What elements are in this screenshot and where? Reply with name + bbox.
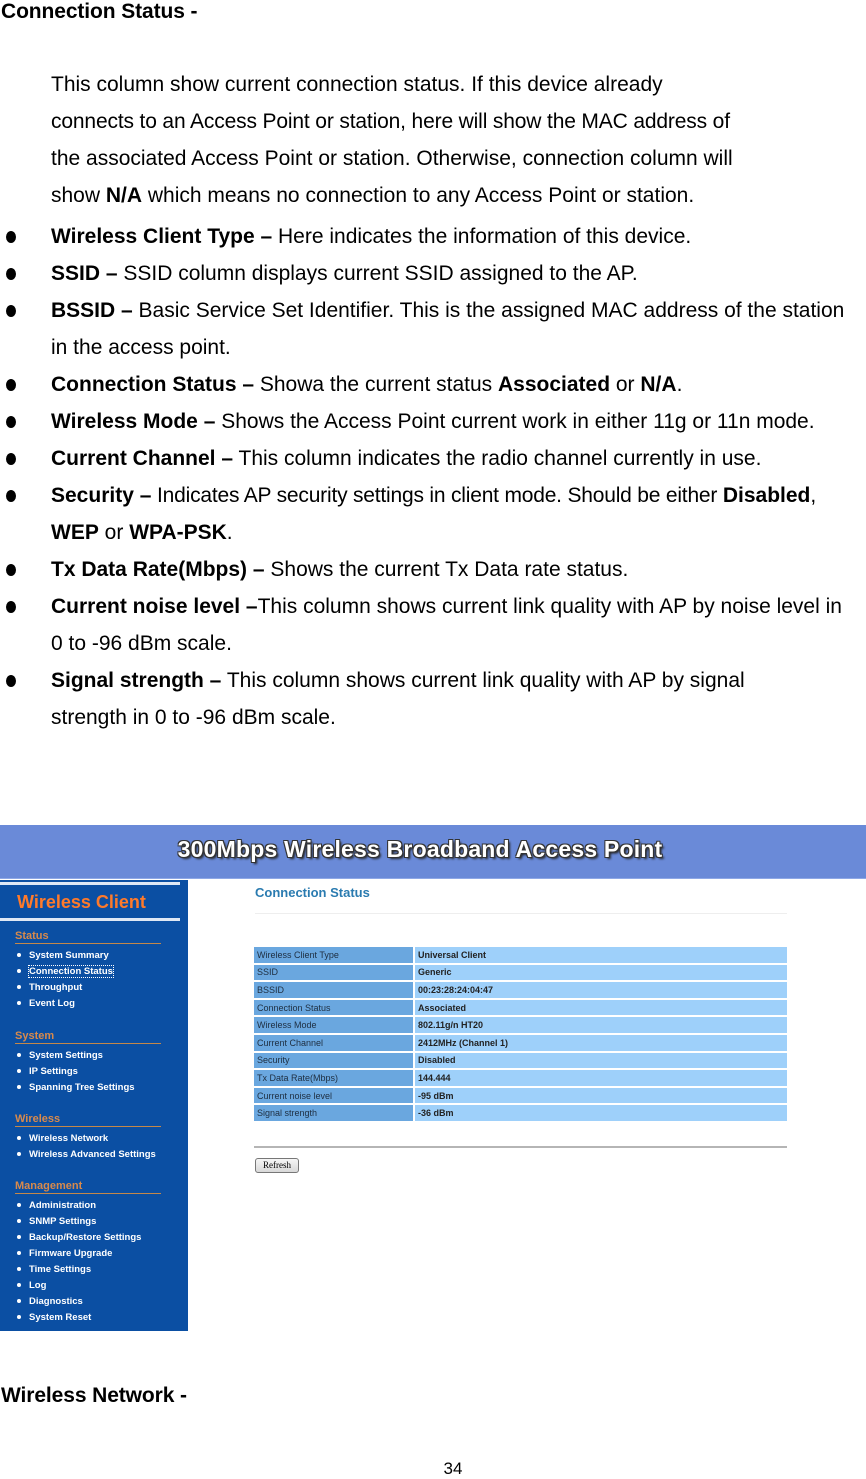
section-heading: Connection Status - — [1, 0, 198, 23]
bullet-icon — [6, 453, 16, 465]
bullet-text: This column indicates the radio channel currently in use. — [233, 447, 762, 470]
sidebar-item-label: Log — [29, 1280, 47, 1291]
intro-line-1: This column show current connection status. If this device already — [51, 73, 663, 96]
table-row — [254, 1088, 787, 1104]
row-label: BSSID — [254, 982, 413, 998]
intro-text: which means no connection to any Access Point or station. — [142, 184, 695, 207]
device-ui-screenshot — [0, 825, 866, 1331]
table-row — [254, 1017, 787, 1033]
bullet-icon — [6, 379, 16, 391]
bullet-bold: WEP — [51, 521, 99, 544]
sidebar-section-management: Management — [15, 1180, 161, 1194]
sidebar-item-label: IP Settings — [29, 1066, 78, 1077]
bullet-icon — [17, 969, 21, 973]
row-value: 144.444 — [413, 1070, 787, 1086]
sidebar-item-label: Spanning Tree Settings — [29, 1082, 135, 1093]
row-label: SSID — [254, 965, 413, 981]
bullet-icon — [17, 1251, 21, 1255]
row-value: 802.11g/n HT20 — [413, 1017, 787, 1033]
row-value: -95 dBm — [413, 1088, 787, 1104]
sidebar-item-spanning-tree-settings[interactable] — [17, 1082, 135, 1093]
sidebar-item-diagnostics[interactable] — [17, 1296, 83, 1307]
bullet-text: Shows the current Tx Data rate status. — [264, 558, 629, 581]
row-label: Signal strength — [254, 1105, 413, 1121]
sidebar-item-label: System Settings — [29, 1050, 103, 1061]
sidebar-item-log[interactable] — [17, 1280, 46, 1291]
bullet-bold: Associated — [498, 373, 611, 396]
connection-status-table — [254, 945, 787, 1123]
bullet-icon — [17, 1001, 21, 1005]
bullet-connection-status — [0, 366, 866, 403]
bullet-term: Wireless Mode – — [51, 410, 216, 433]
bullet-text: or — [98, 521, 130, 544]
table-row — [254, 1070, 787, 1086]
bullet-text: This column shows current link quality with AP by noise level in 0 to -96 dBm scale. — [51, 595, 842, 655]
row-value: 2412MHz (Channel 1) — [413, 1035, 787, 1051]
sidebar-item-label: Diagnostics — [29, 1296, 83, 1307]
row-label: Wireless Mode — [254, 1017, 413, 1033]
row-value: Universal Client — [413, 947, 787, 963]
bullet-icon — [17, 1235, 21, 1239]
bullet-icon — [6, 268, 16, 280]
bullet-term: Wireless Client Type – — [51, 225, 273, 248]
row-label: Connection Status — [254, 1000, 413, 1016]
row-value: -36 dBm — [413, 1105, 787, 1121]
sidebar-title: Wireless Client — [17, 892, 146, 912]
bullet-term: Current Channel – — [51, 447, 234, 470]
sidebar-item-wireless-advanced-settings[interactable] — [17, 1149, 156, 1160]
table-row — [254, 1053, 787, 1069]
row-label: Security — [254, 1053, 413, 1069]
bullet-icon — [6, 675, 16, 687]
intro-text: show — [51, 184, 106, 207]
bullet-wireless-mode — [0, 403, 866, 440]
sidebar-item-throughput[interactable] — [17, 982, 82, 993]
bullet-bold: N/A — [640, 373, 677, 396]
sidebar-item-label: Wireless Advanced Settings — [29, 1149, 156, 1160]
sidebar-item-time-settings[interactable] — [17, 1264, 91, 1275]
bullet-icon — [6, 490, 16, 502]
intro-bold-na: N/A — [105, 184, 143, 207]
intro-line-4 — [51, 177, 866, 214]
sidebar-item-label: Connection Status — [29, 966, 113, 977]
row-label: Current Channel — [254, 1035, 413, 1051]
page-number: 34 — [443, 1459, 463, 1478]
intro-line-3: the associated Access Point or station. Otherwise, connection column will — [51, 147, 733, 170]
bullet-text: SSID column displays current SSID assigned to the AP. — [117, 262, 638, 285]
next-section-heading: Wireless Network - — [1, 1384, 187, 1407]
sidebar-item-label: Firmware Upgrade — [29, 1248, 113, 1259]
main-page-title: Connection Status — [255, 885, 370, 900]
bullet-text: or — [610, 373, 641, 396]
bullet-icon — [17, 985, 21, 989]
bullet-security — [0, 477, 866, 551]
sidebar-item-connection-status[interactable] — [17, 966, 113, 977]
bullet-text: Basic Service Set Identifier. This is the assigned MAC address of the station in the access point. — [51, 299, 845, 359]
bullet-icon — [17, 1219, 21, 1223]
bullet-icon — [17, 1315, 21, 1319]
sidebar-item-wireless-network[interactable] — [17, 1133, 108, 1144]
sidebar-item-system-summary[interactable] — [17, 950, 109, 961]
sidebar-item-label: SNMP Settings — [29, 1216, 97, 1227]
bullet-text: Shows the Access Point current work in either 11g or 11n mode. — [215, 410, 815, 433]
bullet-term: Current noise level – — [51, 595, 258, 618]
table-row — [254, 1105, 787, 1121]
bullet-tx-data-rate — [0, 551, 866, 588]
row-value: 00:23:28:24:04:47 — [413, 982, 787, 998]
bullet-text: Here indicates the information of this device. — [272, 225, 692, 248]
row-label: Wireless Client Type — [254, 947, 413, 963]
sidebar-item-label: Wireless Network — [29, 1133, 109, 1144]
bullet-bold: Disabled — [722, 484, 811, 507]
banner-title: 300Mbps Wireless Broadband Access Point — [177, 836, 663, 862]
bullet-bold: WPA-PSK — [129, 521, 227, 544]
bullet-term: Connection Status – — [51, 373, 255, 396]
table-row — [254, 947, 787, 963]
bullet-icon — [17, 1152, 21, 1156]
table-row — [254, 965, 787, 981]
sidebar-item-label: Event Log — [29, 998, 75, 1009]
bullet-icon — [17, 1267, 21, 1271]
sidebar-divider — [0, 918, 180, 921]
bullet-text: Indicates AP security settings in client mode. Should be either — [151, 484, 723, 507]
table-bottom-divider — [254, 1146, 787, 1148]
bullet-text: . — [676, 373, 683, 396]
bullet-term: BSSID – — [51, 299, 133, 322]
bullet-signal-strength — [0, 662, 866, 736]
bullet-bssid — [0, 292, 866, 366]
row-label: Current noise level — [254, 1088, 413, 1104]
intro-line-2: connects to an Access Point or station, here will show the MAC address of — [51, 110, 730, 133]
sidebar-item-system-reset[interactable] — [17, 1312, 91, 1323]
row-value: Generic — [413, 965, 787, 981]
row-value: Disabled — [413, 1053, 787, 1069]
bullet-term: Security – — [51, 484, 152, 507]
sidebar-item-label: System Summary — [29, 950, 109, 961]
bullet-text: Showa the current status — [254, 373, 498, 396]
bullet-icon — [17, 1136, 21, 1140]
bullet-icon — [17, 953, 21, 957]
bullet-icon — [6, 231, 16, 243]
sidebar-section-status: Status — [15, 930, 161, 944]
table-row — [254, 1035, 787, 1051]
sidebar-item-label: System Reset — [29, 1312, 92, 1323]
sidebar-item-label: Throughput — [29, 982, 83, 993]
bullet-wireless-client-type — [0, 218, 866, 255]
bullet-current-noise-level — [0, 588, 866, 662]
sidebar-item-administration[interactable] — [17, 1200, 96, 1211]
bullet-icon — [17, 1283, 21, 1287]
sidebar-item-label: Backup/Restore Settings — [29, 1232, 142, 1243]
sidebar-item-label: Administration — [29, 1200, 97, 1211]
table-row — [254, 1000, 787, 1016]
bullet-icon — [6, 601, 16, 613]
bullet-icon — [17, 1053, 21, 1057]
sidebar-item-backup-restore-settings[interactable] — [17, 1232, 141, 1243]
bullet-icon — [6, 416, 16, 428]
field-description-list — [0, 218, 866, 736]
intro-paragraph — [51, 66, 866, 214]
bullet-icon — [17, 1069, 21, 1073]
bullet-icon — [17, 1203, 21, 1207]
bullet-icon — [6, 564, 16, 576]
bullet-term: Tx Data Rate(Mbps) – — [51, 558, 265, 581]
sidebar — [0, 880, 188, 1331]
bullet-text: . — [226, 521, 233, 544]
sidebar-section-wireless: Wireless — [15, 1113, 161, 1127]
bullet-icon — [6, 305, 16, 317]
bullet-ssid — [0, 255, 866, 292]
sidebar-item-system-settings[interactable] — [17, 1050, 103, 1061]
bullet-term: Signal strength – — [51, 669, 222, 692]
bullet-icon — [17, 1299, 21, 1303]
row-value: Associated — [413, 1000, 787, 1016]
bullet-current-channel — [0, 440, 866, 477]
header-banner — [0, 825, 866, 879]
bullet-text: This column shows current link quality with AP by signal strength in 0 to -96 dBm scale. — [51, 669, 745, 729]
table-row — [254, 982, 787, 998]
bullet-term: SSID – — [51, 262, 118, 285]
sidebar-item-label: Time Settings — [29, 1264, 92, 1275]
sidebar-item-event-log[interactable] — [17, 998, 75, 1009]
sidebar-section-system: System — [15, 1030, 161, 1044]
refresh-button[interactable]: Refresh — [255, 1158, 299, 1173]
sidebar-divider — [0, 882, 180, 885]
bullet-icon — [17, 1085, 21, 1089]
sidebar-item-snmp-settings[interactable] — [17, 1216, 96, 1227]
row-label: Tx Data Rate(Mbps) — [254, 1070, 413, 1086]
title-divider — [255, 913, 787, 914]
sidebar-item-ip-settings[interactable] — [17, 1066, 78, 1077]
bullet-text: , — [810, 484, 817, 507]
sidebar-item-firmware-upgrade[interactable] — [17, 1248, 112, 1259]
